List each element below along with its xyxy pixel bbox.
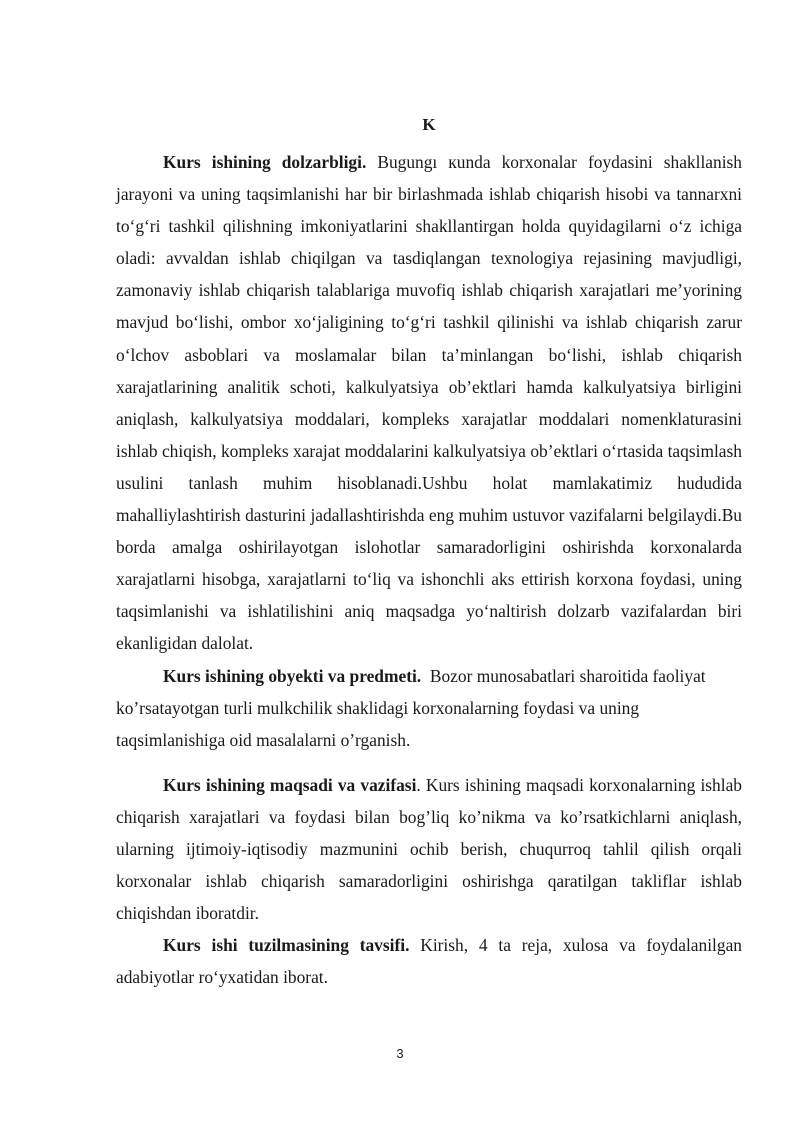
paragraph-text: Bugungı кunda korxonalar foydasini shakllanish jarayoni va uning taqsimlanishi har bir birlashmada ishlab chiqarish hisobi va tannarxni to‘g‘ri tashkil qilishning imkoniyatlarini shakllantirgan holda quyidagilarni o‘z ichiga oladi: avvaldan ishlab chiqilgan va tasdiqlangan texnologiya rejasining mavjudligi, zamonaviy ishlab chiqarish talablariga muvofiq ishlab chiqarish xarajatlari me’yorining mavjud bo‘lishi, ombor xo‘jaligining to‘g‘ri tashkil qilinishi va ishlab chiqarish zarur o‘lchov asboblari va moslamalar bilan ta’minlangan bo‘lishi, ishlab chiqarish xarajatlarining analitik schoti, kalkulyatsiya ob’ektlari hamda kalkulyatsiya birligini aniqlash, kalkulyatsiya moddalari, kompleks xarajatlar moddalari nomenklaturasini ishlab chiqish, kompleks xarajat moddalarini kalkulyatsiya ob’ektlari o‘rtasida taqsimlash usulini tanlash muhim hisoblanadi.Ushbu holat mamlakatimiz hududida mahalliylashtirish dasturini jadallashtirishda eng muhim ustuvor vazifalarni belgilaydi.Bu borda amalga oshirilayotgan islohotlar samaradorligini oshirishda korxonalarda xarajatlarni hisobga, xarajatlarni to‘liq va ishonchli aks ettirish korxona foydasi, uning taqsimlanishi va ishlatilishini aniq maqsadga yo‘naltirish dolzarb vazifalardan biri ekanligidan dalolat. (116, 152, 742, 654)
paragraph-text: Kirish, 4 ta reja, xulosa va foydalanilgan adabiyotlar ro‘yxatidan iborat. (116, 935, 742, 988)
paragraph-object-subject (116, 660, 742, 756)
paragraph-lead: Kurs ishining maqsadi va vazifasi (163, 774, 417, 795)
paragraph-goal-tasks (116, 769, 742, 929)
page-number: 3 (396, 1046, 404, 1061)
page-heading: K (422, 115, 436, 134)
paragraph-text: . Kurs ishining maqsadi korxonalarning ishlab chiqarish xarajatlari va foydasi bilan bog’liq ko’nikma va ko’rsatkichlarni aniqlash, ularning ijtimoiy-iqtisodiy mazmunini ochib berish, chuqurroq tahlil qilish orqali korxonalar ishlab chiqarish samaradorligini oshirishga qaratilgan takliflar ishlab chiqishdan iboratdir. (116, 774, 742, 924)
paragraph-text: Bozor munosabatlari sharoitida faoliyat ko’rsatayotgan turli mulkchilik shaklidagi korxonalarning foydasi va uning taqsimlanishiga oid masalalarni o’rganish. (116, 665, 710, 750)
paragraph-relevance (116, 146, 742, 660)
document-page (116, 108, 742, 993)
paragraph-structure (116, 929, 742, 993)
paragraph-lead: Kurs ishining dolzarbligi. (163, 152, 367, 172)
paragraph-lead: Kurs ishining obyekti va predmeti. (163, 665, 422, 686)
paragraph-lead: Kurs ishi tuzilmasining tavsifi. (163, 935, 410, 956)
